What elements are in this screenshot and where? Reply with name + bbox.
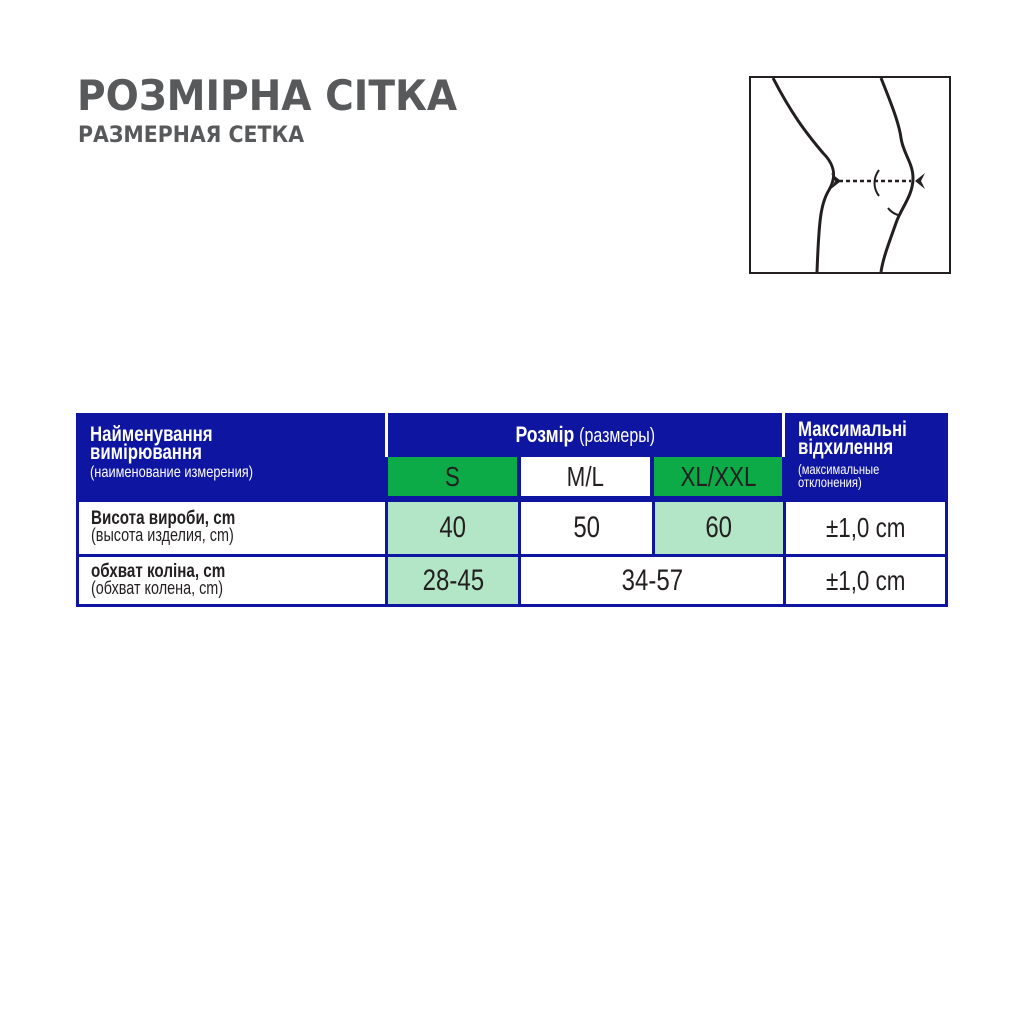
table-row-label-height: Висота вироби, cm (высота изделия, cm) bbox=[76, 499, 388, 557]
table-cell-height-s: 40 bbox=[385, 499, 521, 557]
size-xlxxl-header: XL/XXL bbox=[654, 457, 782, 496]
table-cell-knee-s: 28-45 bbox=[385, 554, 521, 607]
table-cell-knee-ml-xlxxl: 34-57 bbox=[518, 554, 786, 607]
knee-circumference-diagram-icon bbox=[751, 78, 949, 272]
table-cell-height-ml: 50 bbox=[518, 499, 655, 557]
deviation-header: Максимальні відхилення (максимальные отклонения) bbox=[785, 413, 948, 499]
page-subtitle: РАЗМЕРНАЯ СЕТКА bbox=[78, 123, 305, 148]
size-ml-header: M/L bbox=[521, 457, 650, 496]
size-s-header: S bbox=[388, 457, 517, 496]
table-row-label-knee: обхват коліна, cm (обхват колена, cm) bbox=[76, 554, 388, 607]
measurement-name-header: Найменування вимірювання (наименование измерения) bbox=[76, 413, 385, 499]
table-cell-knee-deviation: ±1,0 cm bbox=[783, 554, 948, 607]
table-cell-height-xlxxl: 60 bbox=[652, 499, 786, 557]
table-cell-height-deviation: ±1,0 cm bbox=[783, 499, 948, 557]
knee-diagram bbox=[749, 76, 951, 274]
size-header: Розмір (размеры) bbox=[388, 413, 782, 457]
page-title: РОЗМІРНА СІТКА bbox=[77, 71, 458, 120]
size-chart-table bbox=[76, 413, 948, 607]
